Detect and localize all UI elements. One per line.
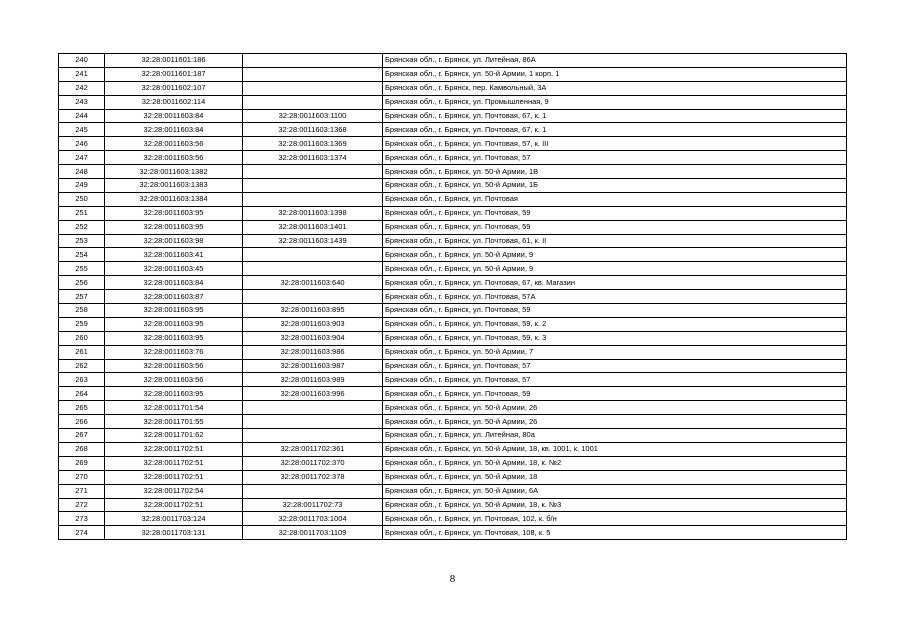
cadastral-number-cell: 32:28:0011603:95: [105, 317, 243, 331]
row-number-cell: 244: [59, 109, 105, 123]
row-number-cell: 252: [59, 220, 105, 234]
table-row: [59, 415, 847, 429]
address-cell: Брянская обл., г. Брянск, пер. Камвольный, 3А: [383, 81, 847, 95]
row-number-cell: 261: [59, 345, 105, 359]
table-row: [59, 67, 847, 81]
row-number-cell: 250: [59, 192, 105, 206]
cadastral-number-cell: 32:28:0011603:95: [105, 387, 243, 401]
cadastral-number-cell: 32:28:0011701:54: [105, 401, 243, 415]
address-cell: Брянская обл., г. Брянск, ул. Почтовая, 57А: [383, 290, 847, 304]
address-cell: Брянская обл., г. Брянск, ул. 50-й Армии, 7: [383, 345, 847, 359]
row-number-cell: 265: [59, 401, 105, 415]
table-row: [59, 345, 847, 359]
address-cell: Брянская обл., г. Брянск, ул. Литейная, 80а: [383, 429, 847, 443]
address-cell: Брянская обл., г. Брянск, ул. Почтовая, 67, кв. Магазин: [383, 276, 847, 290]
row-number-cell: 269: [59, 456, 105, 470]
address-cell: Брянская обл., г. Брянск, ул. 50-й Армии, 9: [383, 262, 847, 276]
table-row: [59, 95, 847, 109]
object-cadastral-number-cell: [243, 415, 383, 429]
address-cell: Брянская обл., г. Брянск, ул. 50-й Армии, 1В: [383, 165, 847, 179]
row-number-cell: 253: [59, 234, 105, 248]
table-row: [59, 401, 847, 415]
object-cadastral-number-cell: [243, 290, 383, 304]
object-cadastral-number-cell: 32:28:0011703:1004: [243, 512, 383, 526]
row-number-cell: 254: [59, 248, 105, 262]
object-cadastral-number-cell: 32:28:0011603:989: [243, 373, 383, 387]
address-cell: Брянская обл., г. Брянск, ул. Почтовая, 67, к. 1: [383, 109, 847, 123]
object-cadastral-number-cell: 32:28:0011603:895: [243, 304, 383, 318]
object-cadastral-number-cell: [243, 192, 383, 206]
table-row: [59, 317, 847, 331]
table-row: [59, 248, 847, 262]
object-cadastral-number-cell: 32:28:0011702:73: [243, 498, 383, 512]
row-number-cell: 268: [59, 442, 105, 456]
table-row: [59, 498, 847, 512]
table-row: [59, 387, 847, 401]
row-number-cell: 267: [59, 429, 105, 443]
row-number-cell: 243: [59, 95, 105, 109]
table-row: [59, 206, 847, 220]
object-cadastral-number-cell: [243, 179, 383, 193]
table-row: [59, 442, 847, 456]
table-row: [59, 109, 847, 123]
address-cell: Брянская обл., г. Брянск, ул. 50-й Армии, 26: [383, 415, 847, 429]
object-cadastral-number-cell: [243, 67, 383, 81]
table-row: [59, 429, 847, 443]
object-cadastral-number-cell: 32:28:0011603:640: [243, 276, 383, 290]
row-number-cell: 251: [59, 206, 105, 220]
row-number-cell: 256: [59, 276, 105, 290]
address-cell: Брянская обл., г. Брянск, ул. 50-й Армии, 26: [383, 401, 847, 415]
cadastral-number-cell: 32:28:0011701:62: [105, 429, 243, 443]
object-cadastral-number-cell: [243, 81, 383, 95]
address-cell: Брянская обл., г. Брянск, ул. Почтовая, 57: [383, 373, 847, 387]
row-number-cell: 266: [59, 415, 105, 429]
table-row: [59, 81, 847, 95]
table-row: [59, 304, 847, 318]
row-number-cell: 262: [59, 359, 105, 373]
row-number-cell: 270: [59, 470, 105, 484]
object-cadastral-number-cell: [243, 429, 383, 443]
table-row: [59, 54, 847, 68]
cadastral-number-cell: 32:28:0011603:95: [105, 206, 243, 220]
cadastral-number-cell: 32:28:0011603:41: [105, 248, 243, 262]
object-cadastral-number-cell: 32:28:0011603:1398: [243, 206, 383, 220]
address-cell: Брянская обл., г. Брянск, ул. 50-й Армии, 18, к. №2: [383, 456, 847, 470]
address-cell: Брянская обл., г. Брянск, ул. Почтовая, 59, к. 2: [383, 317, 847, 331]
cadastral-number-cell: 32:28:0011702:51: [105, 442, 243, 456]
cadastral-number-cell: 32:28:0011601:187: [105, 67, 243, 81]
table-row: [59, 234, 847, 248]
object-cadastral-number-cell: 32:28:0011603:1100: [243, 109, 383, 123]
object-cadastral-number-cell: 32:28:0011603:1369: [243, 137, 383, 151]
registry-table-body: [59, 54, 847, 540]
address-cell: Брянская обл., г. Брянск, ул. Почтовая, 59: [383, 220, 847, 234]
object-cadastral-number-cell: 32:28:0011603:986: [243, 345, 383, 359]
table-row: [59, 512, 847, 526]
object-cadastral-number-cell: 32:28:0011702:370: [243, 456, 383, 470]
object-cadastral-number-cell: 32:28:0011702:361: [243, 442, 383, 456]
cadastral-number-cell: 32:28:0011603:56: [105, 151, 243, 165]
address-cell: Брянская обл., г. Брянск, ул. 50-й Армии, 1Б: [383, 179, 847, 193]
address-cell: Брянская обл., г. Брянск, ул. 50-й Армии, 18: [383, 470, 847, 484]
table-row: [59, 526, 847, 540]
address-cell: Брянская обл., г. Брянск, ул. 50-й Армии, 18, к. №3: [383, 498, 847, 512]
row-number-cell: 242: [59, 81, 105, 95]
row-number-cell: 271: [59, 484, 105, 498]
address-cell: Брянская обл., г. Брянск, ул. Почтовая, 59: [383, 206, 847, 220]
address-cell: Брянская обл., г. Брянск, ул. Почтовая, 61, к. II: [383, 234, 847, 248]
row-number-cell: 259: [59, 317, 105, 331]
address-cell: Брянская обл., г. Брянск, ул. Почтовая, 59, к. 3: [383, 331, 847, 345]
row-number-cell: 249: [59, 179, 105, 193]
object-cadastral-number-cell: 32:28:0011603:1368: [243, 123, 383, 137]
cadastral-number-cell: 32:28:0011603:84: [105, 109, 243, 123]
table-row: [59, 262, 847, 276]
table-row: [59, 359, 847, 373]
cadastral-number-cell: 32:28:0011602:114: [105, 95, 243, 109]
object-cadastral-number-cell: [243, 248, 383, 262]
row-number-cell: 260: [59, 331, 105, 345]
address-cell: Брянская обл., г. Брянск, ул. Почтовая, 57: [383, 359, 847, 373]
row-number-cell: 241: [59, 67, 105, 81]
cadastral-number-cell: 32:28:0011702:51: [105, 470, 243, 484]
object-cadastral-number-cell: 32:28:0011603:1401: [243, 220, 383, 234]
cadastral-number-cell: 32:28:0011603:95: [105, 220, 243, 234]
address-cell: Брянская обл., г. Брянск, ул. Почтовая, 57, к. III: [383, 137, 847, 151]
address-cell: Брянская обл., г. Брянск, ул. Почтовая, 59: [383, 304, 847, 318]
row-number-cell: 263: [59, 373, 105, 387]
object-cadastral-number-cell: 32:28:0011703:1109: [243, 526, 383, 540]
table-row: [59, 151, 847, 165]
table-row: [59, 220, 847, 234]
cadastral-number-cell: 32:28:0011603:56: [105, 359, 243, 373]
address-cell: Брянская обл., г. Брянск, ул. 50-й Армии, 6А: [383, 484, 847, 498]
table-row: [59, 470, 847, 484]
table-row: [59, 179, 847, 193]
object-cadastral-number-cell: [243, 484, 383, 498]
row-number-cell: 255: [59, 262, 105, 276]
row-number-cell: 273: [59, 512, 105, 526]
cadastral-number-cell: 32:28:0011603:56: [105, 373, 243, 387]
cadastral-number-cell: 32:28:0011603:95: [105, 331, 243, 345]
cadastral-number-cell: 32:28:0011603:56: [105, 137, 243, 151]
cadastral-number-cell: 32:28:0011603:1382: [105, 165, 243, 179]
object-cadastral-number-cell: 32:28:0011603:903: [243, 317, 383, 331]
address-cell: Брянская обл., г. Брянск, ул. 50-й Армии, 18, кв. 1001, к. 1001: [383, 442, 847, 456]
cadastral-number-cell: 32:28:0011702:51: [105, 498, 243, 512]
row-number-cell: 264: [59, 387, 105, 401]
registry-table: [58, 53, 847, 540]
cadastral-number-cell: 32:28:0011702:51: [105, 456, 243, 470]
table-row: [59, 137, 847, 151]
address-cell: Брянская обл., г. Брянск, ул. Почтовая, 108, к. 5: [383, 526, 847, 540]
table-row: [59, 290, 847, 304]
cadastral-number-cell: 32:28:0011603:84: [105, 276, 243, 290]
cadastral-number-cell: 32:28:0011603:1384: [105, 192, 243, 206]
object-cadastral-number-cell: 32:28:0011603:1374: [243, 151, 383, 165]
row-number-cell: 240: [59, 54, 105, 68]
row-number-cell: 258: [59, 304, 105, 318]
table-row: [59, 331, 847, 345]
row-number-cell: 274: [59, 526, 105, 540]
cadastral-number-cell: 32:28:0011603:87: [105, 290, 243, 304]
object-cadastral-number-cell: [243, 95, 383, 109]
address-cell: Брянская обл., г. Брянск, ул. Почтовая, 59: [383, 387, 847, 401]
object-cadastral-number-cell: 32:28:0011603:996: [243, 387, 383, 401]
cadastral-number-cell: 32:28:0011602:107: [105, 81, 243, 95]
cadastral-number-cell: 32:28:0011603:95: [105, 304, 243, 318]
row-number-cell: 246: [59, 137, 105, 151]
row-number-cell: 257: [59, 290, 105, 304]
cadastral-number-cell: 32:28:0011703:131: [105, 526, 243, 540]
object-cadastral-number-cell: 32:28:0011603:987: [243, 359, 383, 373]
table-row: [59, 123, 847, 137]
object-cadastral-number-cell: [243, 401, 383, 415]
table-row: [59, 373, 847, 387]
address-cell: Брянская обл., г. Брянск, ул. Литейная, 86А: [383, 54, 847, 68]
cadastral-number-cell: 32:28:0011702:54: [105, 484, 243, 498]
cadastral-number-cell: 32:28:0011603:1383: [105, 179, 243, 193]
table-row: [59, 276, 847, 290]
address-cell: Брянская обл., г. Брянск, ул. Почтовая: [383, 192, 847, 206]
object-cadastral-number-cell: [243, 262, 383, 276]
row-number-cell: 245: [59, 123, 105, 137]
address-cell: Брянская обл., г. Брянск, ул. 50-й Армии, 9: [383, 248, 847, 262]
address-cell: Брянская обл., г. Брянск, ул. Промышленная, 9: [383, 95, 847, 109]
object-cadastral-number-cell: [243, 54, 383, 68]
table-row: [59, 165, 847, 179]
object-cadastral-number-cell: 32:28:0011702:378: [243, 470, 383, 484]
cadastral-number-cell: 32:28:0011603:76: [105, 345, 243, 359]
row-number-cell: 248: [59, 165, 105, 179]
cadastral-number-cell: 32:28:0011703:124: [105, 512, 243, 526]
row-number-cell: 272: [59, 498, 105, 512]
object-cadastral-number-cell: 32:28:0011603:904: [243, 331, 383, 345]
object-cadastral-number-cell: 32:28:0011603:1439: [243, 234, 383, 248]
table-row: [59, 192, 847, 206]
cadastral-number-cell: 32:28:0011603:98: [105, 234, 243, 248]
cadastral-number-cell: 32:28:0011701:55: [105, 415, 243, 429]
object-cadastral-number-cell: [243, 165, 383, 179]
address-cell: Брянская обл., г. Брянск, ул. 50-й Армии, 1 корп. 1: [383, 67, 847, 81]
address-cell: Брянская обл., г. Брянск, ул. Почтовая, 57: [383, 151, 847, 165]
address-cell: Брянская обл., г. Брянск, ул. Почтовая, 102, к. б/н: [383, 512, 847, 526]
table-row: [59, 484, 847, 498]
page-number: 8: [449, 573, 456, 585]
address-cell: Брянская обл., г. Брянск, ул. Почтовая, 67, к. 1: [383, 123, 847, 137]
row-number-cell: 247: [59, 151, 105, 165]
table-row: [59, 456, 847, 470]
cadastral-number-cell: 32:28:0011601:186: [105, 54, 243, 68]
cadastral-number-cell: 32:28:0011603:84: [105, 123, 243, 137]
cadastral-number-cell: 32:28:0011603:45: [105, 262, 243, 276]
